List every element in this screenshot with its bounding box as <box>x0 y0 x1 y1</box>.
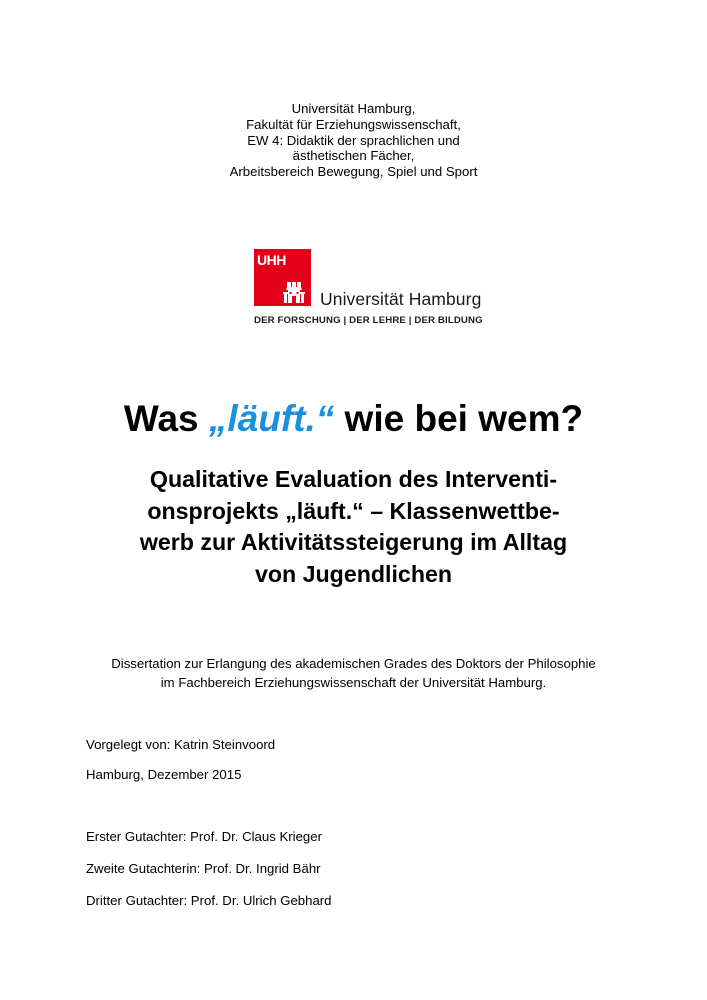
subtitle-line: Qualitative Evaluation des Interventi- <box>149 466 558 492</box>
title-pre: Was <box>123 398 209 439</box>
reviewer-3: Dritter Gutachter: Prof. Dr. Ulrich Gebhard <box>86 893 332 908</box>
header-line: Fakultät für Erziehungswissenschaft, <box>246 116 461 132</box>
subtitle-line: von Jugendlichen <box>254 560 453 587</box>
title-accent: „läuft.“ <box>208 398 335 439</box>
logo-mark <box>254 249 311 306</box>
logo-name: Universität Hamburg <box>320 289 482 309</box>
dissertation-line: im Fachbereich Erziehungswissenschaft der Universität Hamburg. <box>160 675 547 690</box>
university-logo <box>254 249 494 329</box>
place-date: Hamburg, Dezember 2015 <box>86 767 242 782</box>
castle-icon <box>254 249 311 306</box>
title-post: wie bei wem? <box>334 398 584 439</box>
reviewer-1: Erster Gutachter: Prof. Dr. Claus Krieger <box>86 829 322 844</box>
logo-mark-text: UHH <box>257 252 286 268</box>
author-line: Vorgelegt von: Katrin Steinvoord <box>86 737 276 752</box>
header-line: EW 4: Didaktik der sprachlichen und <box>247 132 460 148</box>
header-line: Universität Hamburg, <box>291 101 416 116</box>
dissertation-note <box>0 654 707 692</box>
header-line: Arbeitsbereich Bewegung, Spiel und Sport <box>229 164 478 180</box>
subtitle-line: onsprojekts „läuft.“ – Klassenwettbe- <box>147 497 560 524</box>
institution-header <box>0 101 707 180</box>
main-title <box>0 394 707 444</box>
subtitle-line: werb zur Aktivitätssteigerung im Alltag <box>139 529 568 555</box>
dissertation-line: Dissertation zur Erlangung des akademischen Grades des Doktors der Philosophie <box>111 656 596 671</box>
reviewer-2: Zweite Gutachterin: Prof. Dr. Ingrid Bähr <box>86 861 321 876</box>
header-line: ästhetischen Fächer, <box>292 148 415 164</box>
subtitle <box>0 464 707 590</box>
logo-tagline: DER FORSCHUNG | DER LEHRE | DER BILDUNG <box>254 315 483 326</box>
